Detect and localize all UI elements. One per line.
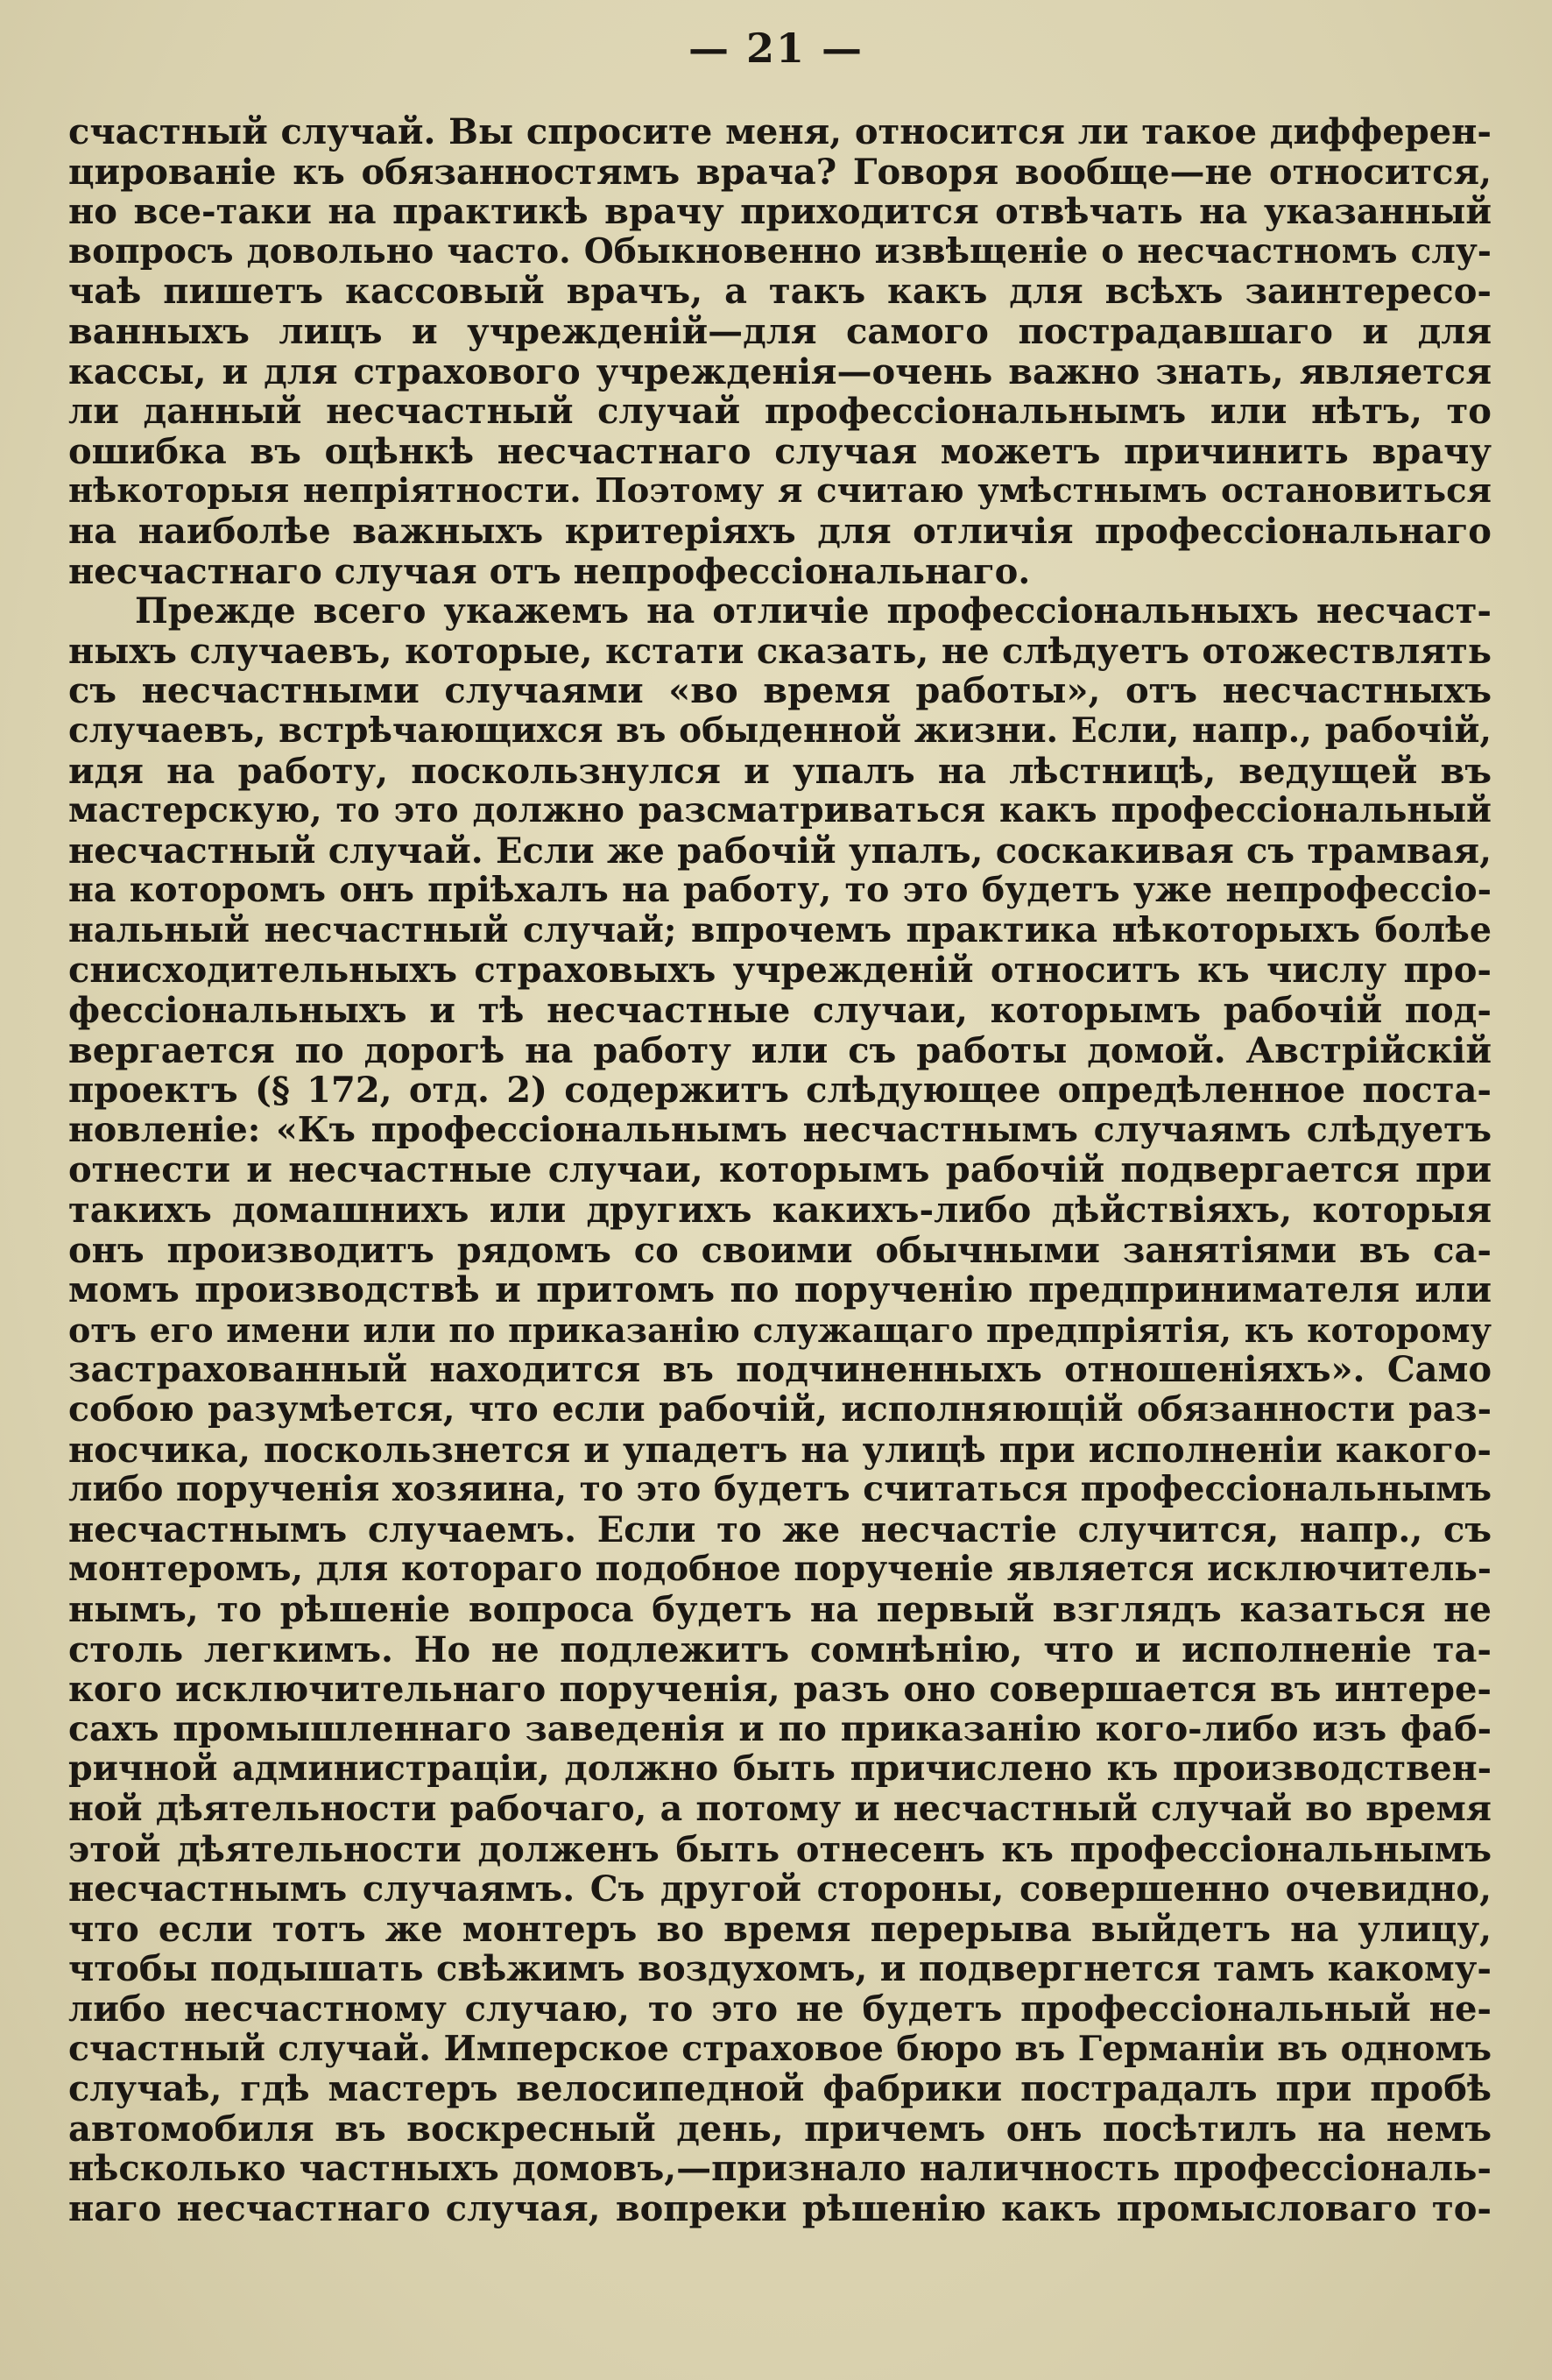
text-line: вергается по дорогѣ на работу или съ работы домой. Австрійскій [68, 1029, 1492, 1071]
text-line: нымъ, то рѣшеніе вопроса будетъ на первый взглядъ казаться не [68, 1588, 1492, 1630]
text-line: что если тотъ же монтеръ во время перерыва выйдетъ на улицу, [68, 1908, 1492, 1950]
text-line: сахъ промышленнаго заведенія и по приказанію кого-либо изъ фаб- [68, 1708, 1492, 1749]
text-line: ванныхъ лицъ и учрежденій—для самого пострадавшаго и для [68, 310, 1492, 352]
text-line: снисходительныхъ страховыхъ учрежденій относитъ къ числу про- [68, 950, 1492, 992]
text-line: идя на работу, поскользнулся и упалъ на лѣстницѣ, ведущей въ [68, 750, 1492, 792]
text-line: ошибка въ оцѣнкѣ несчастнаго случая можетъ причинить врачу [68, 430, 1492, 472]
text-line: вопросъ довольно часто. Обыкновенно извѣщеніе о несчастномъ слу- [68, 230, 1492, 272]
paragraph [68, 591, 1492, 2228]
text-line: цированіе къ обязанностямъ врача? Говоря вообще—не относится, [68, 151, 1492, 193]
text-line: несчастный случай. Если же рабочій упалъ, соскакивая съ трамвая, [68, 830, 1492, 872]
text-line: отъ его имени или по приказанію служащаго предпріятія, къ которому [68, 1310, 1492, 1350]
text-line: на наиболѣе важныхъ критеріяхъ для отличія профессіональнаго [68, 510, 1492, 552]
text-line: на которомъ онъ пріѣхалъ на работу, то это будетъ уже непрофессіо- [68, 870, 1492, 911]
text-line: ныхъ случаевъ, которые, кстати сказать, не слѣдуетъ отожествлять [68, 630, 1492, 672]
text-line: несчастнаго случая отъ непрофессіональнаго. [68, 550, 1031, 592]
text-line: случаевъ, встрѣчающихся въ обыденной жизни. Если, напр., рабочій, [68, 710, 1492, 751]
text-line: нѣкоторыя непріятности. Поэтому я считаю умѣстнымъ остановиться [68, 471, 1492, 512]
text-line: съ несчастными случаями «во время работы», отъ несчастныхъ [68, 670, 1492, 712]
text-line: либо несчастному случаю, то это не будетъ профессіональный не- [68, 1988, 1492, 2030]
text-line: кассы, и для страхового учрежденія—очень важно знать, является [68, 350, 1492, 392]
text-line: несчастнымъ случаямъ. Съ другой стороны, совершенно очевидно, [68, 1868, 1492, 1910]
text-line: счастный случай. Вы спросите меня, относится ли такое дифферен- [68, 111, 1492, 152]
text-line: монтеромъ, для котораго подобное порученіе является исключитель- [68, 1549, 1492, 1590]
text-line: такихъ домашнихъ или другихъ какихъ-либо дѣйствіяхъ, которыя [68, 1190, 1492, 1232]
text-line: несчастнымъ случаемъ. Если то же несчастіе случится, напр., съ [68, 1508, 1492, 1550]
paragraph [68, 112, 1492, 591]
text-line: онъ производитъ рядомъ со своими обычными занятіями въ са- [68, 1229, 1492, 1271]
text-line: отнести и несчастные случаи, которымъ рабочій подвергается при [68, 1149, 1492, 1191]
text-line: мастерскую, то это должно разсматриваться какъ профессіональный [68, 790, 1492, 831]
body-text [68, 112, 1492, 2228]
text-line: носчика, поскользнется и упадетъ на улицѣ при исполненіи какого- [68, 1429, 1492, 1471]
text-line: нѣсколько частныхъ домовъ,—признало наличность профессіональ- [68, 2148, 1492, 2190]
text-line: собою разумѣется, что если рабочій, исполняющій обязанности раз- [68, 1389, 1492, 1430]
text-line: ли данный несчастный случай профессіональнымъ или нѣтъ, то [68, 391, 1492, 433]
text-line: кого исключительнаго порученія, разъ оно совершается въ интере- [68, 1669, 1492, 1711]
text-line: нальный несчастный случай; впрочемъ практика нѣкоторыхъ болѣе [68, 909, 1492, 950]
page-number: — 21 — [688, 25, 864, 72]
text-line: чаѣ пишетъ кассовый врачъ, а такъ какъ для всѣхъ заинтересо- [68, 271, 1492, 313]
text-line: фессіональныхъ и тѣ несчастные случаи, которымъ рабочій под- [68, 990, 1492, 1032]
text-line: новленіе: «Къ профессіональнымъ несчастнымъ случаямъ слѣдуетъ [68, 1109, 1492, 1150]
text-line: проектъ (§ 172, отд. 2) содержитъ слѣдующее опредѣленное поста- [68, 1070, 1492, 1112]
text-line: момъ производствѣ и притомъ по порученію предпринимателя или [68, 1269, 1492, 1311]
text-line: этой дѣятельности долженъ быть отнесенъ къ профессіональнымъ [68, 1828, 1492, 1870]
text-line: автомобиля въ воскресный день, причемъ онъ посѣтилъ на немъ [68, 2108, 1492, 2150]
text-line: либо порученія хозяина, то это будетъ считаться профессіональнымъ [68, 1469, 1492, 1510]
text-line: Прежде всего укажемъ на отличіе профессіональныхъ несчаст- [135, 590, 1492, 632]
text-line: столь легкимъ. Но не подлежитъ сомнѣнію, что и исполненіе та- [68, 1628, 1492, 1670]
text-line: но все-таки на практикѣ врачу приходится отвѣчать на указанный [68, 191, 1492, 233]
text-line: ной дѣятельности рабочаго, а потому и несчастный случай во время [68, 1788, 1492, 1829]
text-line: застрахованный находится въ подчиненныхъ отношеніяхъ». Само [68, 1349, 1492, 1391]
text-line: ричной администраціи, должно быть причислено къ производствен- [68, 1748, 1492, 1790]
text-line: наго несчастнаго случая, вопреки рѣшенію какъ промысловаго то- [68, 2187, 1492, 2229]
text-line: чтобы подышать свѣжимъ воздухомъ, и подвергнется тамъ какому- [68, 1948, 1492, 1990]
text-line: счастный случай. Имперское страховое бюро въ Германіи въ одномъ [68, 2028, 1492, 2069]
text-line: случаѣ, гдѣ мастеръ велосипедной фабрики пострадалъ при пробѣ [68, 2068, 1492, 2110]
